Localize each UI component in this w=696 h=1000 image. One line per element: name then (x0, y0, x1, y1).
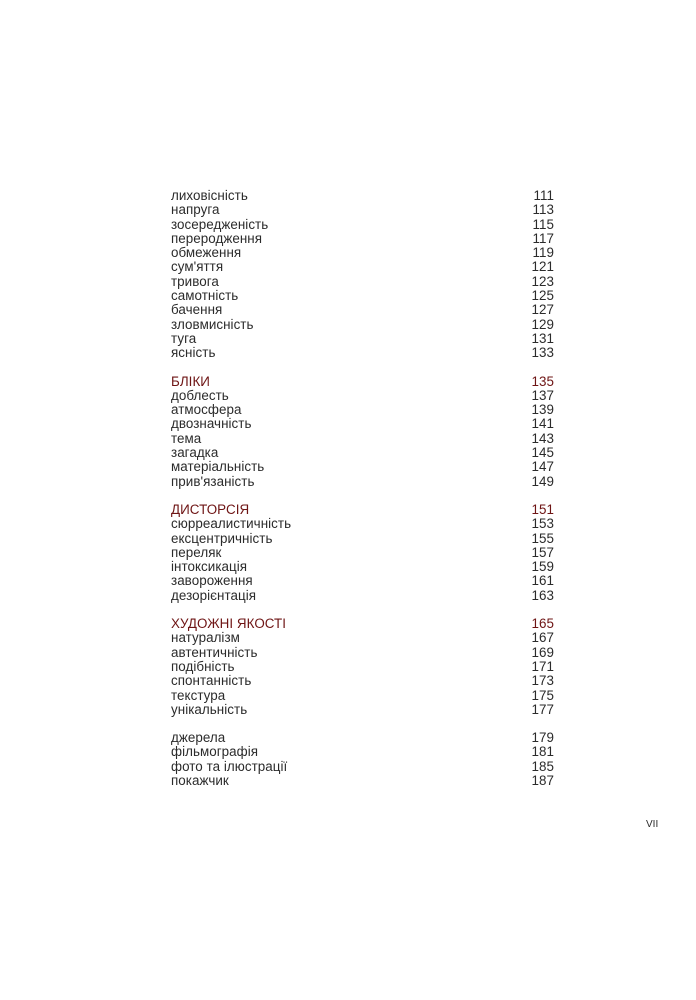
toc-entry[interactable] (171, 646, 554, 660)
toc-entry-page-number: 173 (531, 673, 554, 689)
toc-entry-page-number: 111 (533, 188, 554, 203)
toc-entry-title: фільмографія (171, 744, 259, 760)
toc-group (171, 189, 554, 361)
toc-entry-title: тривога (171, 273, 219, 289)
toc-entry[interactable] (171, 760, 554, 774)
toc-entry[interactable] (171, 289, 554, 303)
toc-entry-page-number: 115 (532, 216, 554, 232)
toc-entry-title: подібність (171, 658, 235, 674)
toc-section-heading-title: БЛІКИ (171, 373, 210, 389)
toc-entry-title: ясність (171, 345, 216, 361)
toc-entry-title: напруга (171, 202, 220, 218)
toc-section-heading[interactable] (171, 375, 554, 389)
toc-entry-title: атмосфера (171, 402, 242, 418)
toc-entry-title: переродження (171, 230, 263, 246)
toc-entry-title: лиховісність (171, 188, 248, 203)
toc-entry[interactable] (171, 774, 554, 788)
toc-entry-page-number: 179 (531, 730, 554, 746)
toc-entry-title: обмеження (171, 245, 242, 261)
toc-entry-title: прив'язаність (171, 473, 255, 489)
toc-entry-title: дезорієнтація (171, 587, 257, 603)
toc-group (171, 375, 554, 489)
toc-entry-page-number: 161 (531, 573, 554, 589)
toc-entry[interactable] (171, 660, 554, 674)
toc-entry[interactable] (171, 546, 554, 560)
toc-section-heading[interactable] (171, 617, 554, 631)
toc-entry-page-number: 113 (532, 202, 554, 218)
toc-entry-page-number: 175 (531, 687, 554, 703)
table-of-contents (171, 189, 554, 802)
toc-entry[interactable] (171, 389, 554, 403)
toc-entry-page-number: 169 (531, 644, 554, 660)
toc-entry-page-number: 159 (531, 559, 554, 575)
toc-entry-title: туга (171, 330, 197, 346)
toc-entry-page-number: 127 (531, 302, 554, 318)
toc-group (171, 503, 554, 603)
toc-entry[interactable] (171, 460, 554, 474)
toc-entry-page-number: 187 (531, 772, 554, 788)
toc-entry[interactable] (171, 432, 554, 446)
toc-entry-title: двозначність (171, 416, 252, 432)
toc-entry-title: зловмисність (171, 316, 254, 332)
toc-entry[interactable] (171, 532, 554, 546)
toc-entry-page-number: 157 (531, 544, 554, 560)
toc-entry-title: натуралізм (171, 630, 240, 646)
toc-entry[interactable] (171, 689, 554, 703)
toc-entry-title: автентичність (171, 644, 258, 660)
toc-entry-page-number: 119 (532, 245, 554, 261)
toc-entry[interactable] (171, 218, 554, 232)
toc-entry-page-number: 147 (531, 459, 554, 475)
toc-entry[interactable] (171, 731, 554, 745)
toc-entry[interactable] (171, 303, 554, 317)
toc-entry[interactable] (171, 332, 554, 346)
toc-entry-page-number: 137 (531, 387, 554, 403)
toc-entry-page-number: 133 (531, 345, 554, 361)
toc-entry[interactable] (171, 318, 554, 332)
toc-entry-page-number: 121 (531, 259, 554, 275)
toc-entry[interactable] (171, 589, 554, 603)
toc-section-heading-title: ХУДОЖНІ ЯКОСТІ (171, 616, 287, 632)
toc-entry-title: загадка (171, 445, 219, 461)
toc-entry-title: сюрреалистичність (171, 516, 292, 532)
toc-entry-page-number: 117 (532, 230, 554, 246)
toc-entry-title: переляк (171, 544, 222, 560)
toc-entry[interactable] (171, 574, 554, 588)
toc-section-heading-title: ДИСТОРСІЯ (171, 501, 250, 517)
toc-entry[interactable] (171, 674, 554, 688)
toc-entry[interactable] (171, 232, 554, 246)
page-number: VII (646, 819, 659, 830)
toc-entry-page-number: 155 (531, 530, 554, 546)
toc-section-heading-page-number: 151 (531, 501, 554, 517)
toc-entry[interactable] (171, 346, 554, 360)
toc-entry-page-number: 145 (531, 445, 554, 461)
toc-entry-page-number: 163 (531, 587, 554, 603)
toc-entry-title: джерела (171, 730, 226, 746)
toc-entry-page-number: 123 (531, 273, 554, 289)
toc-entry-title: завороження (171, 573, 253, 589)
toc-entry[interactable] (171, 446, 554, 460)
toc-entry-title: текстура (171, 687, 226, 703)
toc-entry[interactable] (171, 475, 554, 489)
toc-entry[interactable] (171, 275, 554, 289)
toc-entry[interactable] (171, 745, 554, 759)
toc-entry-page-number: 185 (531, 758, 554, 774)
toc-entry-title: бачення (171, 302, 223, 318)
toc-section-heading[interactable] (171, 503, 554, 517)
toc-group (171, 617, 554, 717)
toc-entry-title: зосередженість (171, 216, 269, 232)
toc-entry-title: сум'яття (171, 259, 224, 275)
toc-entry[interactable] (171, 260, 554, 274)
toc-entry-title: інтоксикація (171, 559, 248, 575)
toc-entry[interactable] (171, 246, 554, 260)
toc-entry-page-number: 143 (531, 430, 554, 446)
toc-entry-page-number: 139 (531, 402, 554, 418)
toc-entry-page-number: 181 (531, 744, 554, 760)
toc-entry-title: доблесть (171, 387, 229, 403)
toc-entry[interactable] (171, 703, 554, 717)
toc-entry-title: тема (171, 430, 202, 446)
toc-entry-page-number: 129 (531, 316, 554, 332)
toc-section-heading-page-number: 135 (531, 373, 554, 389)
toc-entry-page-number: 167 (531, 630, 554, 646)
toc-entry[interactable] (171, 203, 554, 217)
toc-entry[interactable] (171, 189, 554, 203)
toc-entry-page-number: 141 (531, 416, 554, 432)
toc-entry-page-number: 131 (531, 330, 554, 346)
toc-entry-page-number: 171 (531, 658, 554, 674)
toc-entry-title: унікальність (171, 701, 248, 717)
toc-entry[interactable] (171, 517, 554, 531)
toc-entry-title: покажчик (171, 772, 229, 788)
toc-entry[interactable] (171, 631, 554, 645)
toc-entry-title: самотність (171, 288, 239, 304)
toc-entry[interactable] (171, 403, 554, 417)
toc-section-heading-page-number: 165 (531, 616, 554, 632)
toc-group (171, 731, 554, 788)
toc-entry-title: ексцентричність (171, 530, 273, 546)
toc-entry[interactable] (171, 417, 554, 431)
toc-entry-title: спонтанність (171, 673, 252, 689)
toc-entry-page-number: 177 (531, 701, 554, 717)
toc-entry[interactable] (171, 560, 554, 574)
toc-entry-title: матеріальність (171, 459, 265, 475)
toc-entry-page-number: 153 (531, 516, 554, 532)
toc-entry-title: фото та ілюстрації (171, 758, 288, 774)
toc-entry-page-number: 149 (531, 473, 554, 489)
toc-entry-page-number: 125 (531, 288, 554, 304)
